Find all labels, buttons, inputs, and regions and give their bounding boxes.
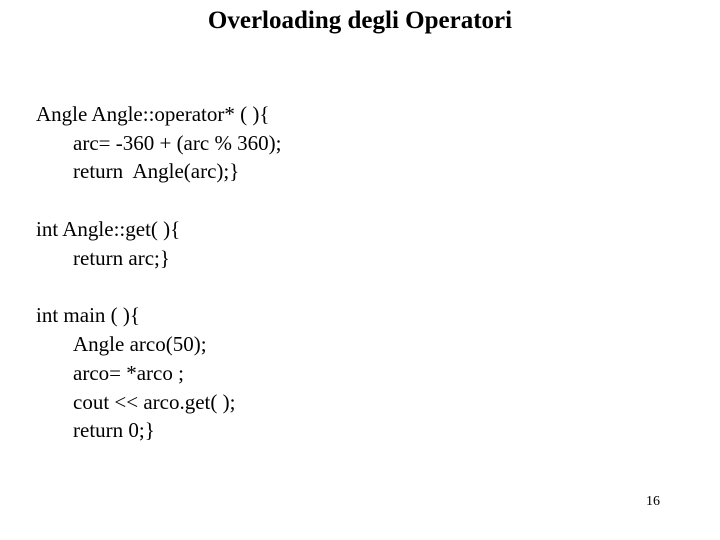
page-number: 16	[646, 494, 660, 509]
code-line: int main ( ){	[36, 303, 140, 328]
main-function	[36, 301, 676, 444]
code-block	[36, 100, 676, 445]
code-spacer	[36, 272, 676, 301]
code-spacer	[36, 186, 676, 215]
code-line: cout << arco.get( );	[73, 389, 236, 414]
code-line: return arc;}	[73, 245, 170, 270]
code-line: Angle Angle::operator* ( ){	[36, 102, 270, 126]
code-line: arco= *arco ;	[73, 360, 184, 385]
get-function	[36, 215, 676, 272]
code-line: Angle arco(50);	[73, 332, 207, 357]
code-line: return Angle(arc);}	[73, 159, 240, 184]
operator-function	[36, 100, 676, 186]
code-line: return 0;}	[73, 418, 155, 443]
code-line: int Angle::get( ){	[36, 217, 181, 242]
slide-title: Overloading degli Operatori	[207, 7, 513, 34]
code-line: arc= -360 + (arc % 360);	[73, 130, 282, 155]
